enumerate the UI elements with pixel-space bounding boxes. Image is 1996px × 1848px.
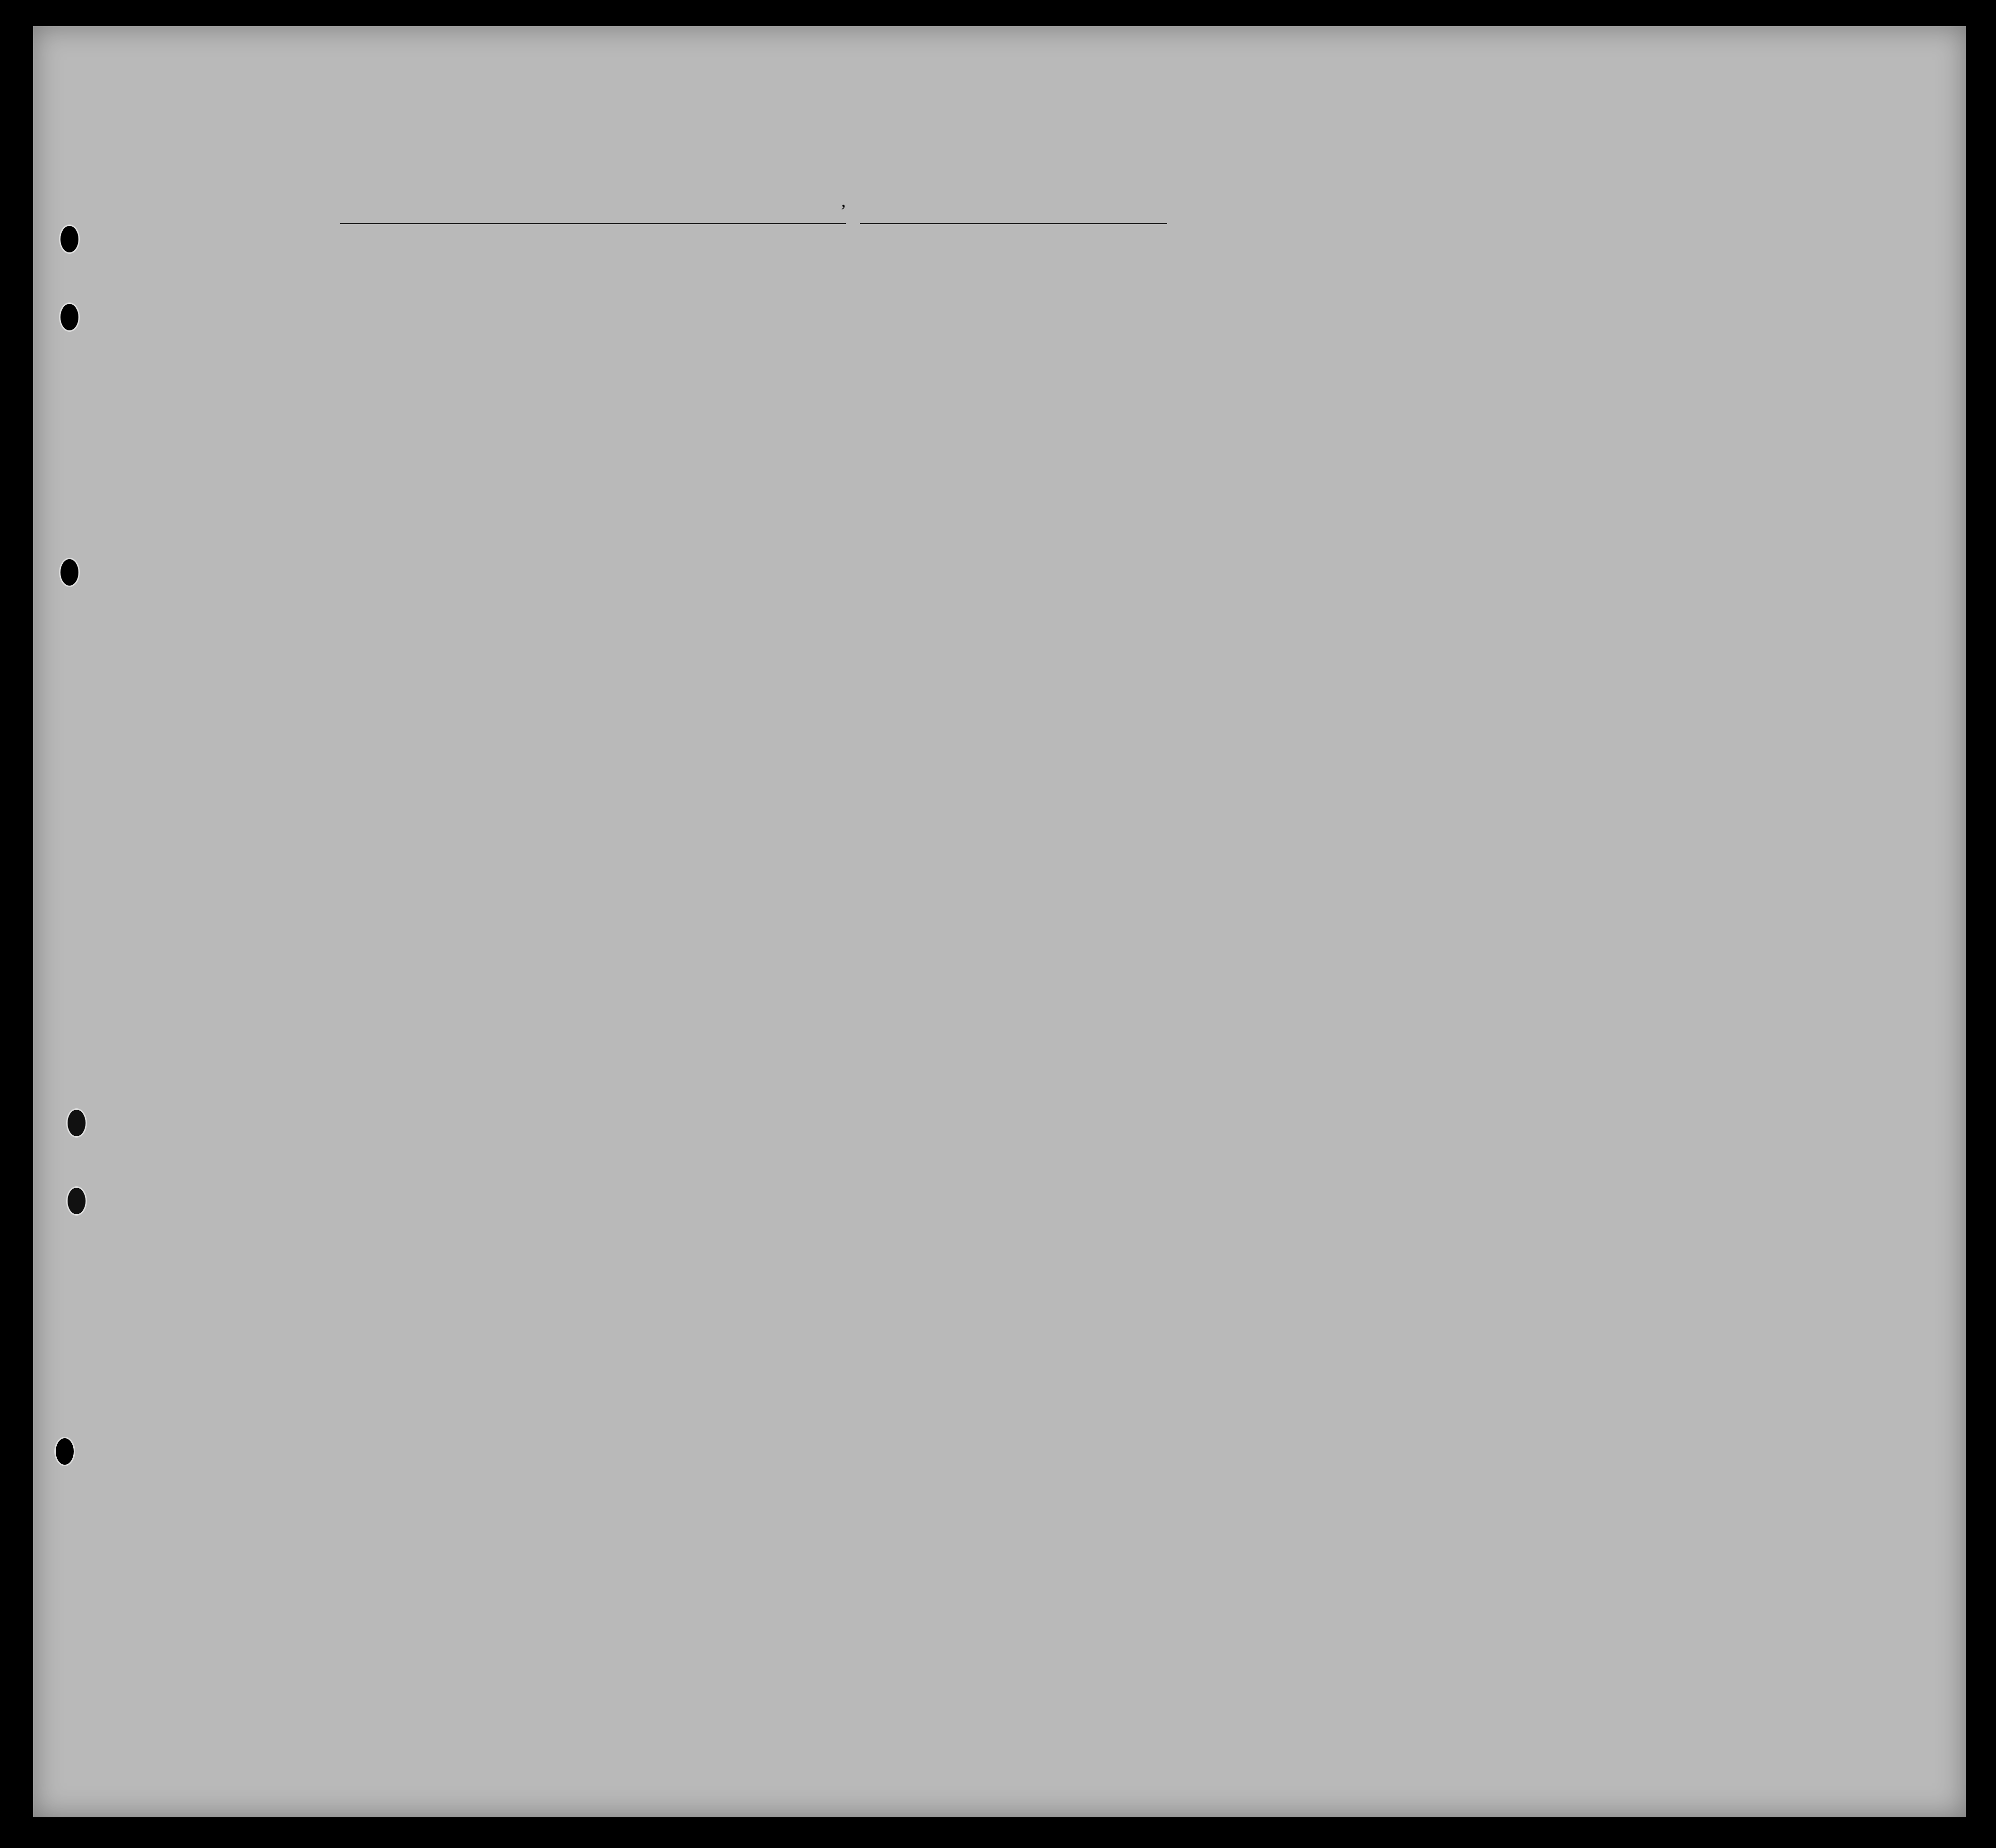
punch-hole <box>54 1437 75 1466</box>
punch-hole <box>59 558 80 587</box>
punch-hole <box>66 1108 87 1138</box>
punch-hole <box>59 302 80 332</box>
port-underline <box>340 223 846 224</box>
punch-hole <box>59 225 80 254</box>
comma-1: , <box>841 190 846 211</box>
date-underline <box>860 223 1167 224</box>
punch-hole <box>66 1186 87 1216</box>
manifest-sheet <box>33 26 1966 1817</box>
